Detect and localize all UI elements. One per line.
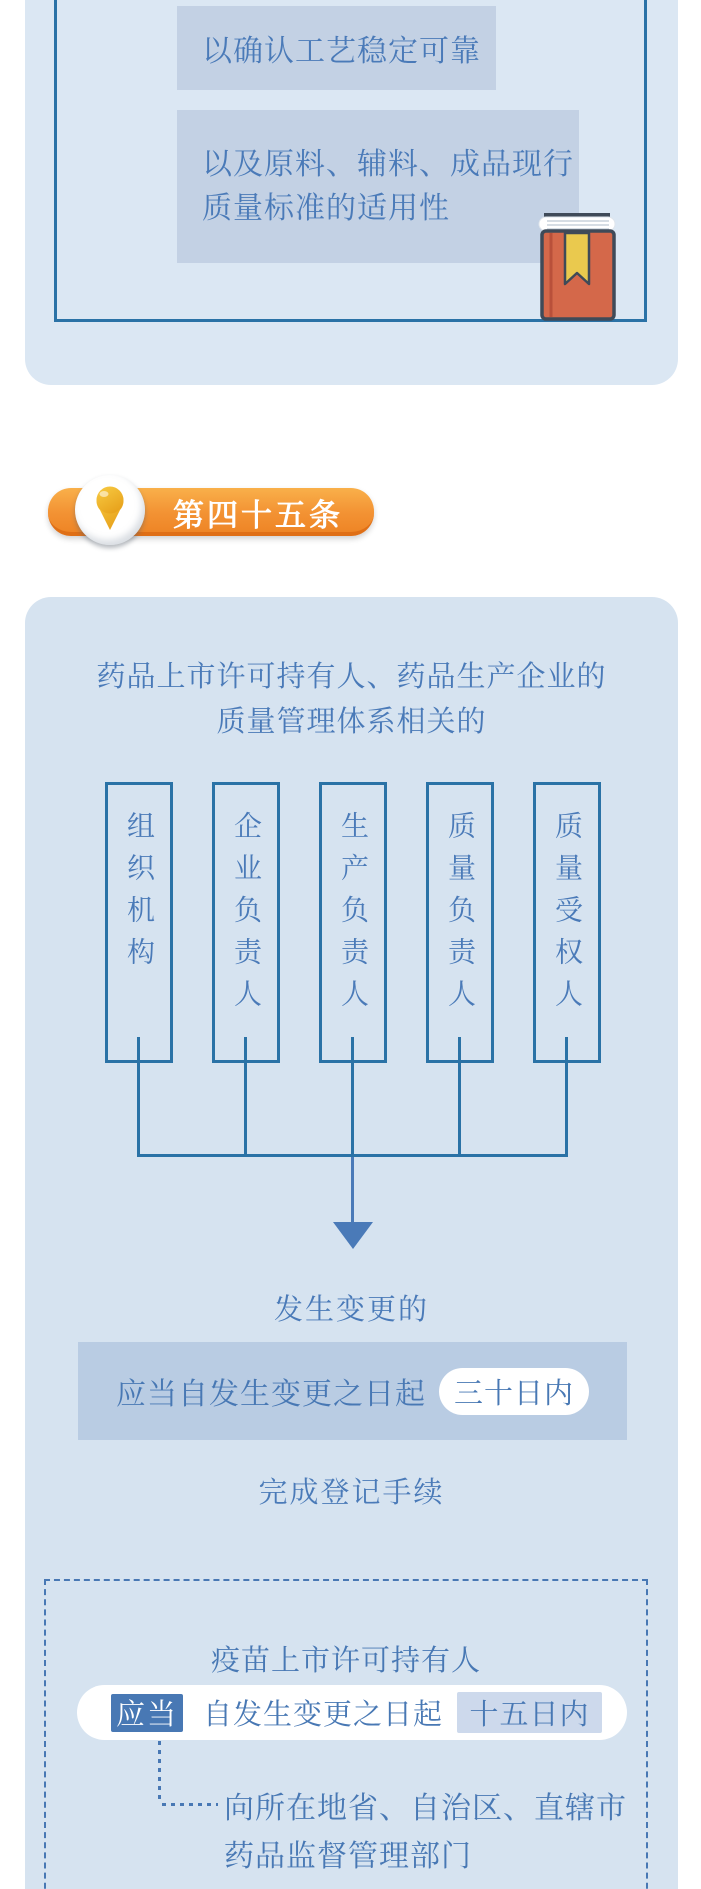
org-box-production-head: 生产负责人 [319,782,387,1063]
org-box-organization: 组织机构 [105,782,173,1063]
top-panel [25,0,678,385]
vaccine-pill [77,1685,627,1740]
connector-line [351,1157,354,1222]
connector-line [351,1037,354,1157]
panel-title [25,655,678,745]
article-badge [45,472,385,548]
deadline-bar-text: 应当自发生变更之日起 [116,1378,426,1411]
note-text: 以及原料、辅料、成品现行 质量标准的适用性 [202,147,574,225]
connector-line [565,1037,568,1157]
connector-line [244,1037,247,1157]
connector-line [458,1037,461,1157]
dotted-connector-horizontal [162,1803,218,1806]
note-box-materials [177,110,579,263]
down-arrow-icon [333,1222,373,1249]
destination-text [224,1785,627,1881]
vaccine-dashed-box [44,1579,648,1889]
change-note: 发生变更的 [273,1294,429,1326]
badge-circle [75,475,145,545]
main-panel [25,597,678,1889]
badge-label: 第四十五条 [173,497,343,533]
must-chip: 应当 [111,1694,183,1732]
note-box-confirm-process [177,6,496,90]
complete-note: 完成登记手续 [258,1477,445,1509]
destination-line1: 向所在地省、自治区、直辖市 [224,1792,627,1825]
connector-line [137,1037,140,1157]
org-box-quality-authorized: 质量受权人 [533,782,601,1063]
deadline-bar [78,1342,627,1440]
deadline-chip: 十五日内 [457,1692,602,1733]
org-box-quality-head: 质量负责人 [426,782,494,1063]
deadline-pill: 三十日内 [439,1368,589,1415]
vaccine-text: 自发生变更之日起 [203,1699,444,1731]
vaccine-title: 疫苗上市许可持有人 [210,1645,481,1677]
lightbulb-icon [88,484,132,537]
org-box-enterprise-head: 企业负责人 [212,782,280,1063]
book-icon [537,208,619,327]
dotted-connector-vertical [158,1741,161,1803]
destination-line2: 药品监督管理部门 [224,1840,472,1873]
panel-title-line2: 质量管理体系相关的 [216,706,487,738]
note-text: 以确认工艺稳定可靠 [202,35,481,68]
panel-title-line1: 药品上市许可持有人、药品生产企业的 [96,661,607,693]
